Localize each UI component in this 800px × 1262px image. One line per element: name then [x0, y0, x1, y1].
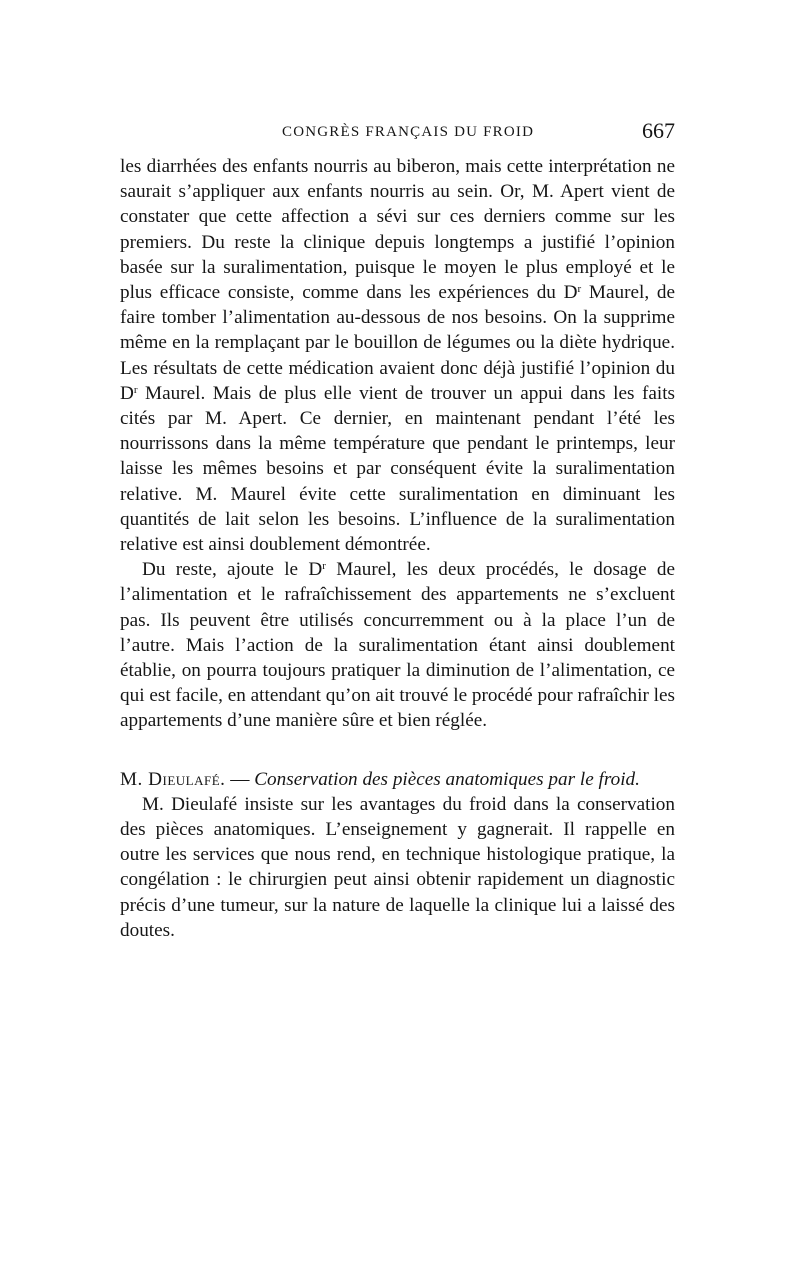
- text-run: les diarrhées des enfants nourris au biberon, mais cette interprétation ne saurait s’appliquer aux enfants nourris au sein. Or, M. Apert vient de constater que cette affection a sévi sur ces derniers comme sur les premiers. Du reste la clinique depuis longtemps a justifié l’opinion basée sur la suralimentation, puisque le moyen le plus employé et le plus efficace consiste, comme dans les expériences du D: [120, 156, 675, 304]
- text-run: Maurel, les deux procédés, le dosage de l’alimentation et le rafraîchissement des appartements ne s’excluent pas. Ils peuvent être utilisés concurremment ou à la place l’un de l’autre. Mais l’action de la suralimentation étant ainsi doublement établie, on pourra toujours pratiquer la diminution de l’alimentation, ce qui est facile, en attendant qu’on ait trouvé le procédé pour rafraîchir les appartements d’une manière sûre et bien réglée.: [120, 559, 675, 732]
- section-heading: [120, 767, 675, 792]
- paragraph-continuation: [120, 154, 675, 557]
- superscript: r: [322, 560, 326, 573]
- section-dash: —: [225, 768, 255, 790]
- paragraph: [120, 557, 675, 733]
- book-page: [120, 118, 675, 943]
- superscript: r: [577, 283, 582, 296]
- text-run: Du reste, ajoute le D: [142, 559, 323, 581]
- superscript: r: [133, 383, 138, 396]
- section-author: M. Dieulafé.: [120, 768, 226, 790]
- body-text: [120, 154, 675, 943]
- text-run: Maurel, de faire tomber l’alimentation au-dessous de nos besoins. On la supprime même en la remplaçant par le bouillon de légumes ou la diète hydrique. Les résultats de cette médication avaient donc déjà justifié l’opinion du D: [120, 282, 675, 404]
- section-dieulafe: [120, 767, 675, 943]
- section-topic: Conservation des pièces anatomiques par le froid.: [254, 768, 640, 790]
- running-header: [120, 118, 675, 148]
- section-paragraph: M. Dieulafé insiste sur les avantages du froid dans la conservation des pièces anatomiques. L’enseignement y gagnerait. Il rappelle en outre les services que nous rend, en technique histologique pratique, la congélation : le chirurgien peut ainsi obtenir rapidement un diagnostic précis d’une tumeur, sur la nature de laquelle la clinique lui a laissé des doutes.: [120, 793, 675, 941]
- text-run: Maurel. Mais de plus elle vient de trouver un appui dans les faits cités par M. Apert. Ce dernier, en maintenant pendant l’été les nourrissons dans la même température que pendant le printemps, leur laisse les mêmes besoins et par conséquent évite la suralimentation relative. M. Maurel évite cette suralimentation en diminuant les quantités de lait selon les besoins. L’influence de la suralimentation relative est ainsi doublement démontrée.: [120, 382, 675, 556]
- page-number: 667: [642, 118, 675, 143]
- running-title: CONGRÈS FRANÇAIS DU FROID: [282, 124, 535, 140]
